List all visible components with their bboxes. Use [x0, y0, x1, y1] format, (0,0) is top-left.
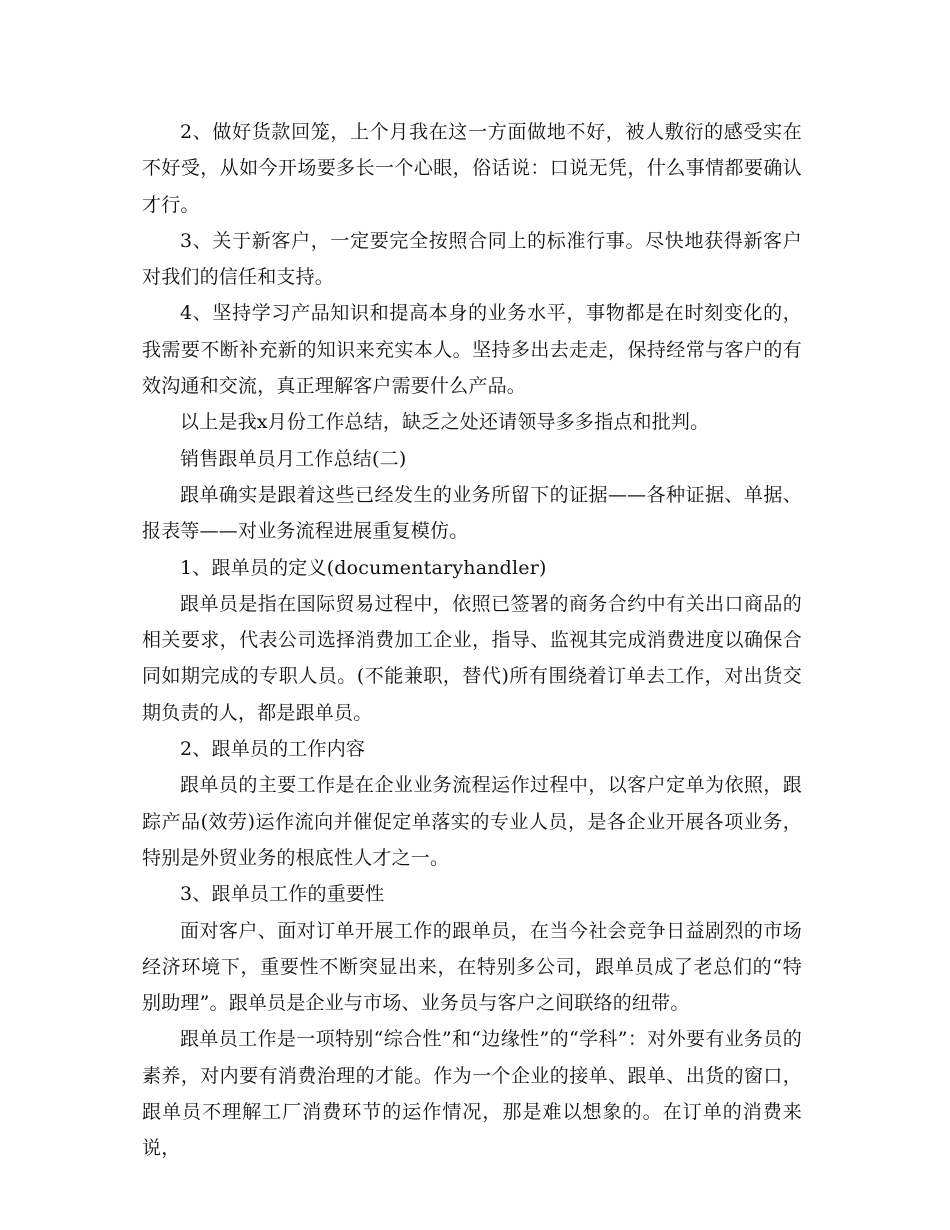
paragraph-work-content: 跟单员的主要工作是在企业业务流程运作过程中，以客户定单为依照，跟踪产品(效劳)运作流向并催促定单落实的专业人员，是各企业开展各项业务，特别是外贸业务的根底性人才之一。 — [142, 774, 802, 869]
paragraph-comprehensive: 跟单员工作是一项特别“综合性”和“边缘性”的“学科”：对外要有业务员的素养，对内要有消费治理的才能。作为一个企业的接单、跟单、出货的窗口，跟单员不理解工厂消费环节的运作情况，那是难以想象的。在订单的消费来说， — [142, 1028, 802, 1160]
heading-importance: 3、跟单员工作的重要性 — [180, 883, 385, 906]
paragraph-new-customers: 3、关于新客户，一定要完全按照合同上的标准行事。尽快地获得新客户对我们的信任和支持。 — [142, 229, 802, 289]
paragraph-summary-closing: 以上是我x月份工作总结，缺乏之处还请领导多多指点和批判。 — [180, 411, 710, 434]
heading-definition: 1、跟单员的定义(documentaryhandler) — [180, 556, 547, 579]
section-title: 销售跟单员月工作总结(二) — [180, 447, 407, 470]
paragraph-importance: 面对客户、面对订单开展工作的跟单员，在当今社会竞争日益剧烈的市场经济环境下，重要性不断突显出来，在特别多公司，跟单员成了老总们的“特别助理”。跟单员是企业与市场、业务员与客户之间联络的纽带。 — [142, 919, 802, 1015]
paragraph-receivables: 2、做好货款回笼，上个月我在这一方面做地不好，被人敷衍的感受实在不好受，从如今开场要多长一个心眼，俗话说：口说无凭，什么事情都要确认才行。 — [142, 121, 802, 216]
paragraph-intro: 跟单确实是跟着这些已经发生的业务所留下的证据——各种证据、单据、报表等——对业务流程进展重复模仿。 — [142, 483, 802, 543]
heading-work-content: 2、跟单员的工作内容 — [180, 738, 366, 761]
document-body — [142, 114, 802, 1167]
paragraph-definition: 跟单员是指在国际贸易过程中，依照已签署的商务合约中有关出口商品的相关要求，代表公司选择消费加工企业，指导、监视其完成消费进度以确保合同如期完成的专职人员。(不能兼职，替代)所有围绕着订单去工作，对出货交期负责的人，都是跟单员。 — [142, 592, 802, 724]
paragraph-product-knowledge: 4、坚持学习产品知识和提高本身的业务水平，事物都是在时刻变化的，我需要不断补充新的知识来充实本人。坚持多出去走走，保持经常与客户的有效沟通和交流，真正理解客户需要什么产品。 — [142, 302, 802, 398]
